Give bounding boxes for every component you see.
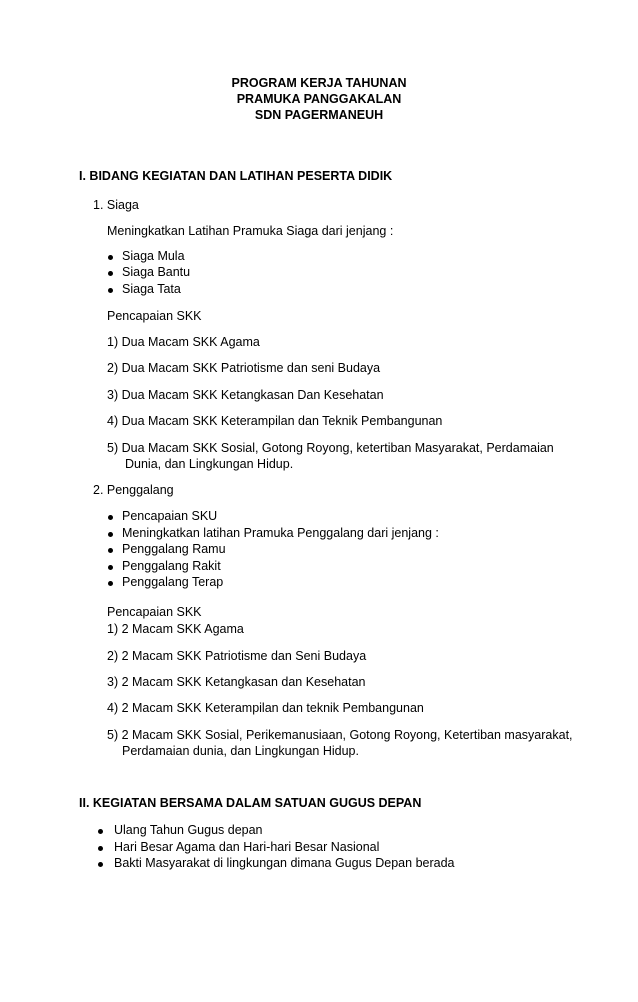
siaga-level-item: Siaga Tata xyxy=(122,282,181,296)
bullet-icon xyxy=(108,565,113,570)
penggalang-skk-item: 1) 2 Macam SKK Agama xyxy=(107,622,244,636)
penggalang-skk-title: Pencapaian SKK xyxy=(107,605,202,619)
siaga-level-item: Siaga Mula xyxy=(122,249,185,263)
penggalang-bullet-item: Penggalang Ramu xyxy=(122,542,226,556)
bullet-icon xyxy=(98,862,103,867)
siaga-intro: Meningkatkan Latihan Pramuka Siaga dari jenjang : xyxy=(107,224,394,238)
penggalang-bullet-item: Meningkatkan latihan Pramuka Penggalang dari jenjang : xyxy=(122,526,439,540)
bullet-icon xyxy=(108,288,113,293)
bullet-icon xyxy=(108,515,113,520)
penggalang-skk-item: 4) 2 Macam SKK Keterampilan dan teknik Pembangunan xyxy=(107,701,424,715)
siaga-skk-item: 2) Dua Macam SKK Patriotisme dan seni Budaya xyxy=(107,361,381,375)
bullet-icon xyxy=(108,581,113,586)
gugus-depan-activity-item: Bakti Masyarakat di lingkungan dimana Gugus Depan berada xyxy=(114,856,455,870)
gugus-depan-activity-item: Ulang Tahun Gugus depan xyxy=(114,823,263,837)
siaga-level-item: Siaga Bantu xyxy=(122,265,191,279)
penggalang-bullet-item: Pencapaian SKU xyxy=(122,509,218,523)
section-2-heading: II. KEGIATAN BERSAMA DALAM SATUAN GUGUS DEPAN xyxy=(79,796,422,810)
siaga-skk-item: 1) Dua Macam SKK Agama xyxy=(107,335,260,349)
siaga-label: 1. Siaga xyxy=(93,198,139,212)
bullet-icon xyxy=(108,271,113,276)
bullet-icon xyxy=(108,255,113,260)
penggalang-label: 2. Penggalang xyxy=(93,483,174,497)
doc-title-line-1: PROGRAM KERJA TAHUNAN xyxy=(231,76,407,90)
penggalang-skk-item: 2) 2 Macam SKK Patriotisme dan Seni Budaya xyxy=(107,649,367,663)
gugus-depan-activity-item: Hari Besar Agama dan Hari-hari Besar Nasional xyxy=(114,840,380,854)
section-1-heading: I. BIDANG KEGIATAN DAN LATIHAN PESERTA DIDIK xyxy=(79,169,393,183)
penggalang-skk-item-continuation: Perdamaian dunia, dan Lingkungan Hidup. xyxy=(122,744,359,758)
siaga-skk-item: 3) Dua Macam SKK Ketangkasan Dan Kesehatan xyxy=(107,388,384,402)
bullet-icon xyxy=(98,829,103,834)
penggalang-bullet-item: Penggalang Rakit xyxy=(122,559,221,573)
siaga-skk-item: 5) Dua Macam SKK Sosial, Gotong Royong, ketertiban Masyarakat, Perdamaian xyxy=(107,441,554,455)
doc-title-line-2: PRAMUKA PANGGAKALAN xyxy=(236,92,402,106)
penggalang-skk-item: 3) 2 Macam SKK Ketangkasan dan Kesehatan xyxy=(107,675,366,689)
siaga-skk-item: 4) Dua Macam SKK Keterampilan dan Teknik Pembangunan xyxy=(107,414,443,428)
siaga-skk-title: Pencapaian SKK xyxy=(107,309,202,323)
siaga-skk-item-continuation: Dunia, dan Lingkungan Hidup. xyxy=(125,457,294,471)
bullet-icon xyxy=(108,548,113,553)
bullet-icon xyxy=(98,846,103,851)
doc-title-line-3: SDN PAGERMANEUH xyxy=(254,108,384,122)
bullet-icon xyxy=(108,532,113,537)
penggalang-bullet-item: Penggalang Terap xyxy=(122,575,224,589)
penggalang-skk-item: 5) 2 Macam SKK Sosial, Perikemanusiaan, Gotong Royong, Ketertiban masyarakat, xyxy=(107,728,573,742)
